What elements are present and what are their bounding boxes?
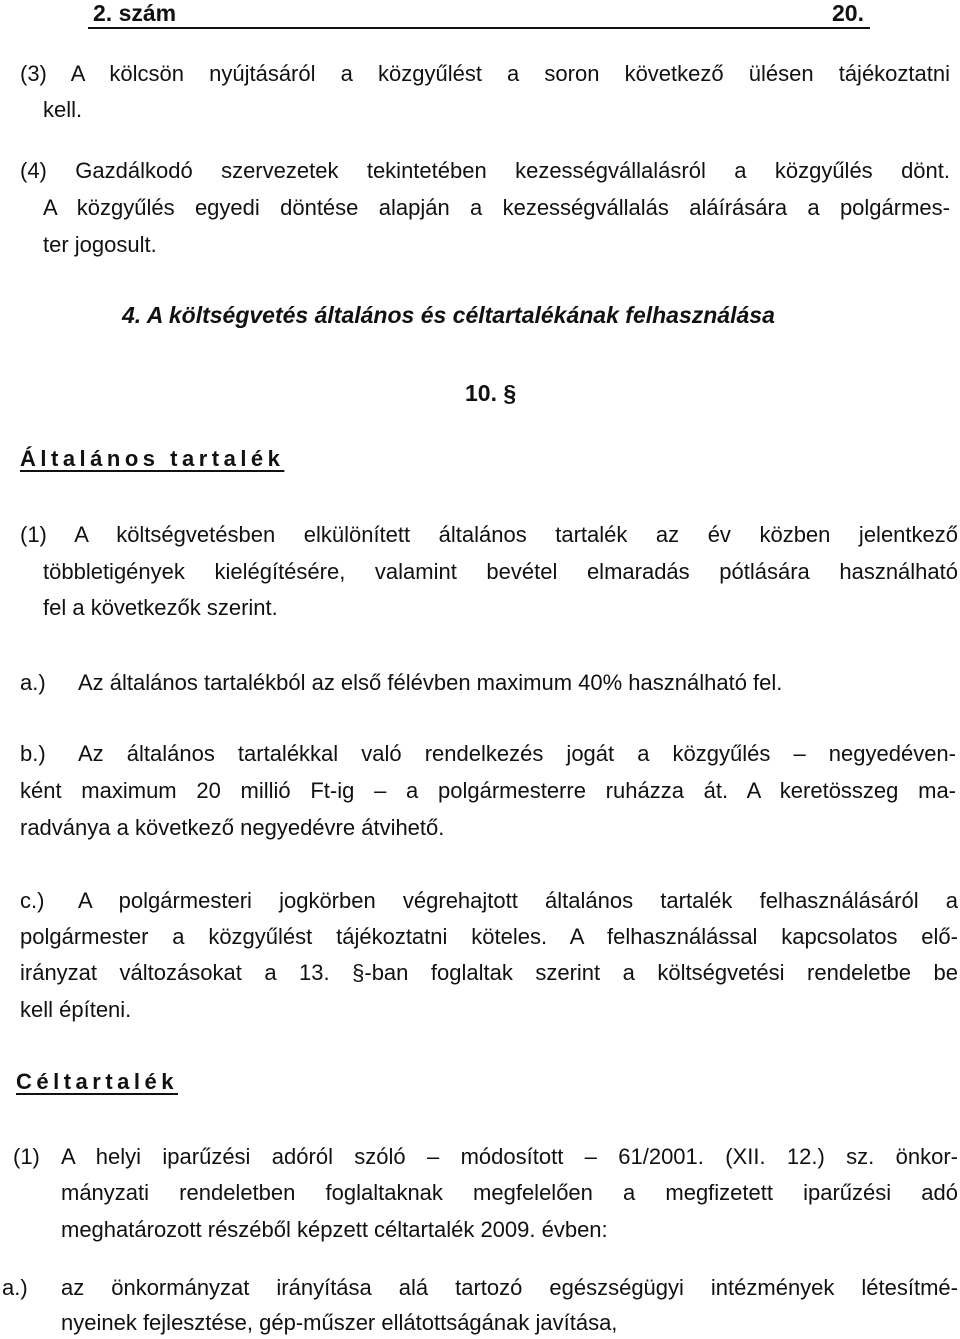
general-c-label: c.) (20, 888, 45, 913)
para4-line1: (4) Gazdálkodó szervezetek tekintetében kezességvállalásról a közgyűlés dönt. (20, 158, 950, 183)
general-item1-line1: (1) A költségvetésben elkülönített általános tartalék az év közben jelentkező (20, 522, 958, 547)
earmarked-item1-line1: A helyi iparűzési adóról szóló – módosított – 61/2001. (XII. 12.) sz. önkor- (61, 1144, 958, 1169)
general-c-line2: polgármester a közgyűlést tájékoztatni köteles. A felhasználással kapcsolatos elő- (20, 924, 958, 949)
general-c-line1: A polgármesteri jogkörben végrehajtott általános tartalék felhasználásáról a (78, 888, 958, 913)
earmarked-reserve-heading: Céltartalék (16, 1069, 179, 1094)
general-b-label: b.) (20, 741, 46, 766)
para4-line2: A közgyűlés egyedi döntése alapján a kezességvállalás aláírására a polgármes- (43, 195, 950, 220)
para4-line3: ter jogosult. (43, 232, 157, 257)
earmarked-a-line2: nyeinek fejlesztése, gép-műszer ellátottságának javítása, (61, 1310, 618, 1335)
section-title: 4. A költségvetés általános és céltartalékának felhasználása (122, 302, 775, 328)
paragraph-sign: 10. § (465, 380, 517, 406)
issue-number: 2. szám (93, 0, 177, 26)
earmarked-item1-line2: mányzati rendeletben foglaltaknak megfelelően a megfizetett iparűzési adó (61, 1180, 958, 1205)
earmarked-a-line1: az önkormányzat irányítása alá tartozó egészségügyi intézmények létesítmé- (61, 1275, 958, 1300)
general-b-line2: ként maximum 20 millió Ft-ig – a polgármesterre ruházza át. A keretösszeg ma- (20, 778, 956, 803)
general-a-line1: Az általános tartalékból az első félévben maximum 40% használható fel. (78, 670, 783, 695)
general-c-line3: irányzat változásokat a 13. §-ban foglaltak szerint a költségvetési rendeletbe be (20, 960, 958, 985)
general-item1-line2: többletigények kielégítésére, valamint bevétel elmaradás pótlására használható (43, 559, 958, 584)
general-a-label: a.) (20, 670, 46, 695)
header-rule (88, 27, 870, 29)
earmarked-a-label: a.) (2, 1275, 28, 1300)
general-b-line1: Az általános tartalékkal való rendelkezés jogát a közgyűlés – negyedéven- (78, 741, 956, 766)
earmarked-item1-label: (1) (13, 1144, 40, 1169)
general-item1-line3: fel a következők szerint. (43, 595, 278, 620)
page-number: 20. (832, 0, 864, 26)
para3-line1: (3) A kölcsön nyújtásáról a közgyűlést a soron következő ülésen tájékoztatni (20, 61, 950, 86)
earmarked-item1-line3: meghatározott részéből képzett céltartalék 2009. évben: (61, 1217, 608, 1242)
general-b-line3: radványa a következő negyedévre átvihető. (20, 815, 445, 840)
para3-line2: kell. (43, 97, 83, 122)
general-reserve-heading: Általános tartalék (20, 446, 285, 471)
general-c-line4: kell építeni. (20, 997, 132, 1022)
